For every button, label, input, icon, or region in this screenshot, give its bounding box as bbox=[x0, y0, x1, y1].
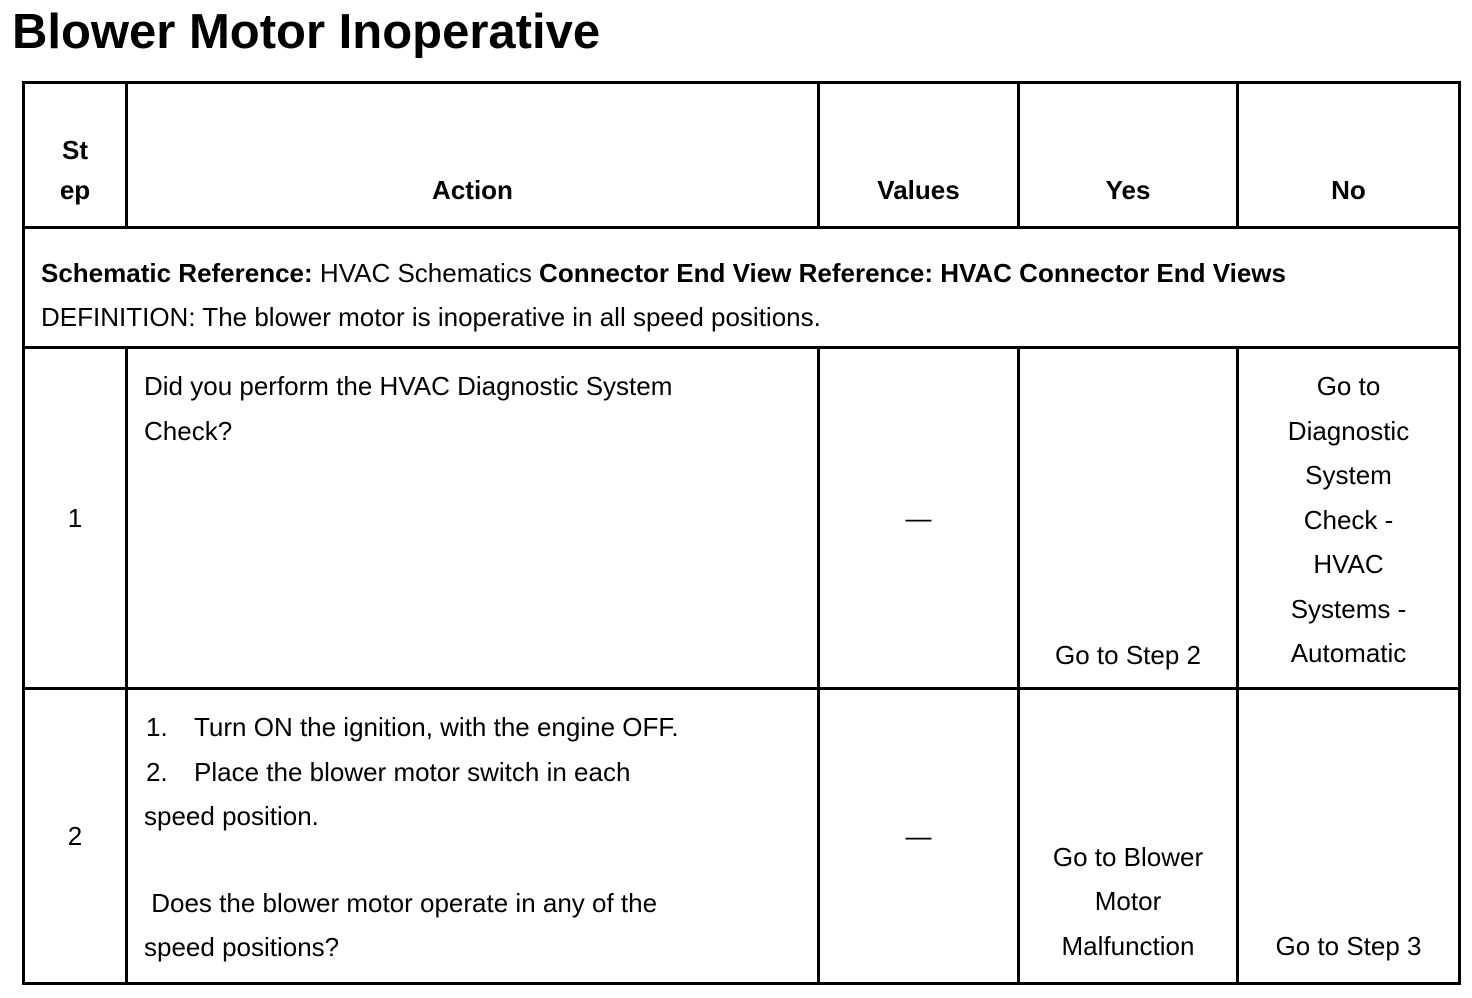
list-text: Turn ON the ignition, with the engine OFF. bbox=[194, 712, 679, 742]
step-number: 1 bbox=[24, 348, 127, 689]
reference-row bbox=[24, 228, 1460, 348]
list-number: 1. bbox=[146, 712, 168, 742]
schematic-reference-label: Schematic Reference: bbox=[41, 258, 313, 288]
action-text-line: Check? bbox=[144, 415, 233, 446]
action-cell bbox=[127, 689, 819, 984]
yes-link-line: Malfunction bbox=[1061, 930, 1195, 961]
yes-link-line: Go to Blower bbox=[1052, 841, 1204, 872]
action-list-item bbox=[144, 750, 817, 795]
header-step-line2: ep bbox=[59, 174, 91, 205]
header-values: Values bbox=[819, 83, 1019, 228]
action-cell bbox=[127, 348, 819, 689]
no-link-line: Diagnostic bbox=[1287, 415, 1410, 446]
question-text-line: Does the blower motor operate in any of the bbox=[144, 887, 658, 918]
definition-text: DEFINITION: The blower motor is inoperative in all speed positions. bbox=[41, 302, 821, 332]
no-link[interactable] bbox=[1238, 348, 1460, 689]
list-text: Place the blower motor switch in each bbox=[194, 756, 631, 787]
table-header-row bbox=[24, 83, 1460, 228]
value-cell: — bbox=[819, 348, 1019, 689]
list-number: 2. bbox=[146, 756, 168, 787]
no-link[interactable]: Go to Step 3 bbox=[1238, 689, 1460, 984]
yes-link[interactable]: Go to Step 2 bbox=[1019, 348, 1238, 689]
no-link-line: HVAC bbox=[1313, 549, 1384, 579]
header-no: No bbox=[1238, 83, 1460, 228]
reference-cell bbox=[24, 228, 1460, 348]
yes-link-line: Motor bbox=[1094, 886, 1162, 916]
value-cell: — bbox=[819, 689, 1019, 984]
diagnostic-table bbox=[22, 81, 1461, 985]
header-step bbox=[24, 83, 127, 228]
reference-line bbox=[41, 251, 1458, 295]
list-text-continuation: speed position. bbox=[144, 801, 319, 831]
header-action: Action bbox=[127, 83, 819, 228]
no-link-line: System bbox=[1305, 460, 1392, 490]
table-row bbox=[24, 348, 1460, 689]
yes-link[interactable] bbox=[1019, 689, 1238, 984]
table-row bbox=[24, 689, 1460, 984]
schematic-reference-link[interactable]: HVAC Schematics bbox=[312, 258, 540, 288]
connector-reference-link[interactable]: Connector End View Reference: HVAC Connector End Views bbox=[539, 258, 1286, 288]
action-text-line: Did you perform the HVAC Diagnostic System bbox=[144, 371, 673, 401]
no-link-line: Automatic bbox=[1290, 638, 1407, 668]
question-text-line: speed positions? bbox=[144, 932, 340, 962]
spacer bbox=[144, 839, 817, 881]
action-list-item bbox=[144, 705, 817, 750]
no-link-line: Go to bbox=[1316, 371, 1381, 401]
page-title: Blower Motor Inoperative bbox=[12, 5, 601, 59]
header-step-line1: St bbox=[62, 134, 88, 165]
no-link-line: Check - bbox=[1303, 504, 1394, 535]
header-yes: Yes bbox=[1019, 83, 1238, 228]
no-link-line: Systems - bbox=[1290, 593, 1407, 624]
step-number: 2 bbox=[24, 689, 127, 984]
